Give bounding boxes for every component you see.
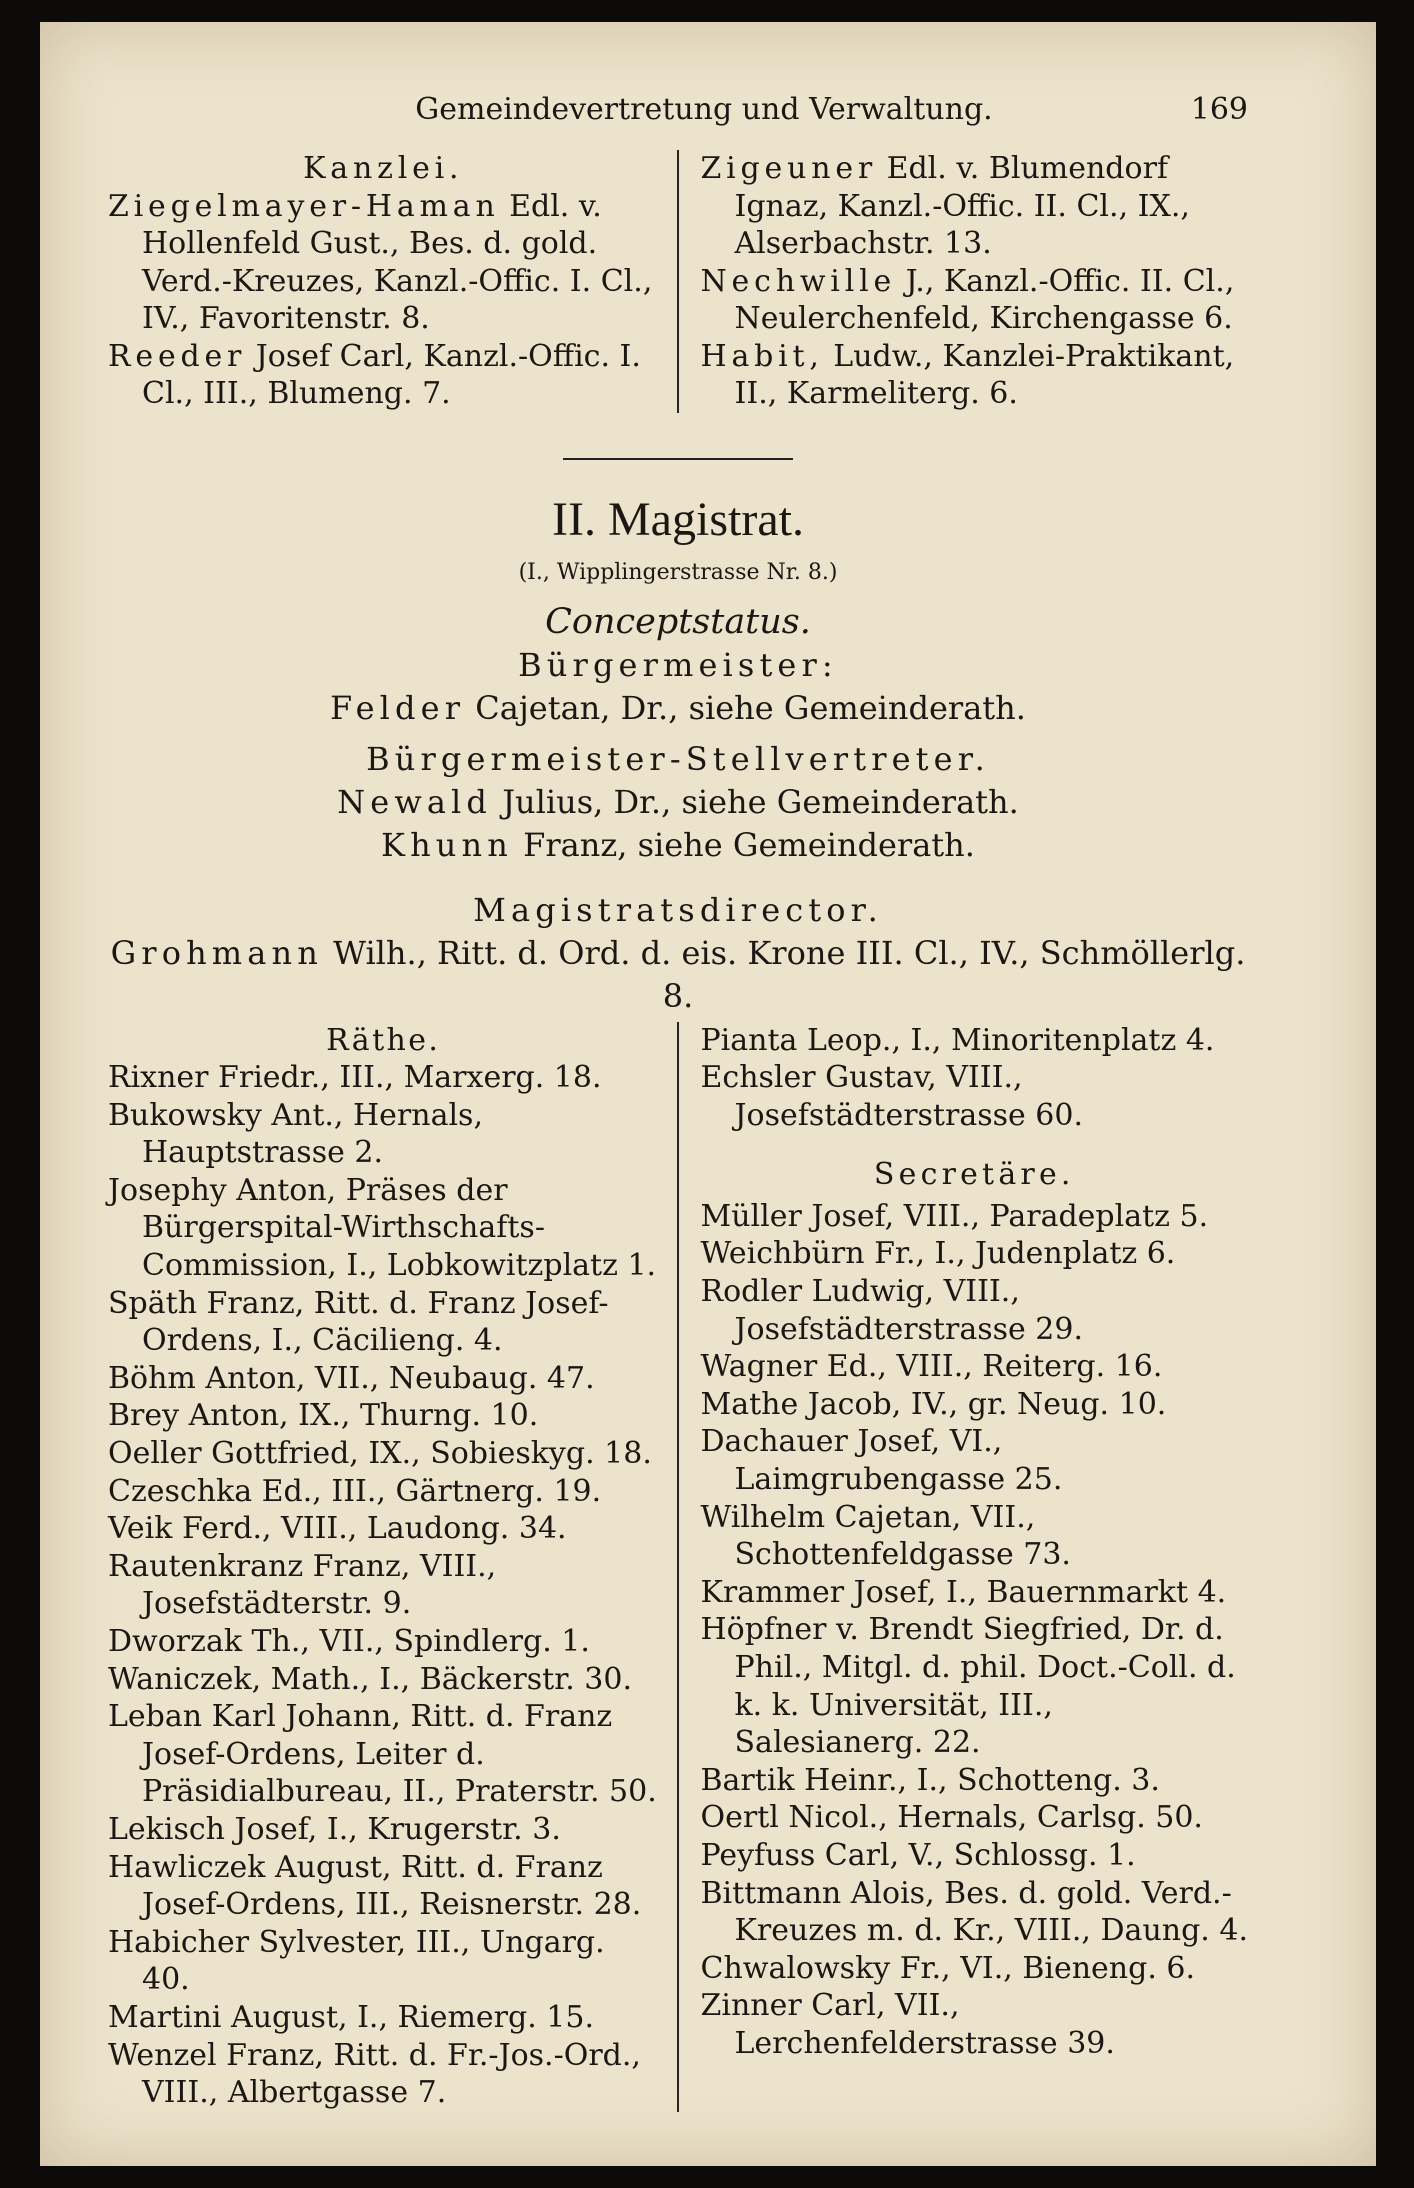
book-page <box>40 22 1376 2166</box>
entry-text: Cajetan, Dr., siehe Gemeinderath. <box>465 688 1026 727</box>
rath-entry: Rixner Friedr., III., Marxerg. 18. <box>108 1060 602 1096</box>
kanzlei-entry <box>701 150 1249 263</box>
rath-entry: Martini August, I., Riemerg. 15. <box>108 1999 595 2035</box>
stellvertreter-heading: Bürgermeister-Stellvertreter. <box>366 739 990 778</box>
rath-entry: Rautenkranz Franz, VIII., Josefstädterstr. 9. <box>108 1548 497 1622</box>
entry-name: Habit, <box>700 338 824 374</box>
entry-name: Zigeuner <box>700 151 878 186</box>
entry-text: Franz, siehe Gemeinderath. <box>513 825 975 864</box>
section-title: II. Magistrat. <box>552 492 804 546</box>
secretaere-heading: Secretäre. <box>873 1157 1075 1193</box>
entry-text: Josef Carl, Kanzl.-Offic. I. Cl., III., Blumeng. 7. <box>142 338 641 411</box>
entry-name: Grohmann <box>110 933 323 972</box>
secretaer-entry: Wilhelm Cajetan, VII., Schottenfeldgasse 73. <box>700 1499 1071 1573</box>
rath-entry: Pianta Leop., I., Minoritenplatz 4. <box>700 1022 1215 1058</box>
rath-entry: Czeschka Ed., III., Gärtnerg. 19. <box>108 1473 602 1509</box>
rath-entry: Böhm Anton, VII., Neubaug. 47. <box>108 1360 595 1396</box>
rath-entry: Veik Ferd., VIII., Laudong. 34. <box>108 1511 567 1547</box>
rath-entry: Hawliczek August, Ritt. d. Franz Josef-Ordens, III., Reisnerstr. 28. <box>108 1849 642 1923</box>
kanzlei-entry <box>701 338 1249 413</box>
rath-entry: Waniczek, Math., I., Bäckerstr. 30. <box>108 1661 632 1697</box>
raethe-column <box>108 1022 677 2112</box>
secretaer-entry: Bartik Heinr., I., Schotteng. 3. <box>700 1762 1160 1798</box>
secretaer-entry: Weichbürn Fr., I., Judenplatz 6. <box>700 1236 1176 1272</box>
secretaer-entry: Müller Josef, VIII., Paradeplatz 5. <box>700 1198 1209 1234</box>
rath-entry: Josephy Anton, Präses der Bürgerspital-Wirthschafts-Commission, I., Lobkowitzplatz 1. <box>108 1172 657 1284</box>
section-subtitle: Conceptstatus. <box>545 601 811 642</box>
rath-entry: Leban Karl Johann, Ritt. d. Franz Josef-Ordens, Leiter d. Präsidialbureau, II., Praterstr. 50. <box>108 1699 657 1810</box>
secretaere-column <box>679 1022 1249 2112</box>
kanzlei-entry <box>701 263 1249 338</box>
kanzlei-entry <box>108 338 659 413</box>
entry-name: Reeder <box>108 338 247 374</box>
director-heading: Magistratsdirector. <box>473 890 883 929</box>
page-content <box>108 92 1248 2112</box>
secretaer-entry: Peyfuss Carl, V., Schlossg. 1. <box>700 1837 1136 1873</box>
director-entry <box>108 932 1248 1018</box>
section-address: (I., Wipplingerstrasse Nr. 8.) <box>518 559 838 585</box>
kanzlei-entry <box>108 188 659 338</box>
rath-entry: Wenzel Franz, Ritt. d. Fr.-Jos.-Ord., VIII., Albertgasse 7. <box>108 2037 641 2111</box>
rath-entry: Lekisch Josef, I., Krugerstr. 3. <box>108 1811 561 1847</box>
secretaer-entry: Oertl Nicol., Hernals, Carlsg. 50. <box>700 1800 1203 1836</box>
rath-entry: Dworzak Th., VII., Spindlerg. 1. <box>108 1624 590 1659</box>
entry-text: Edl. v. Blumendorf Ignaz, Kanzl.-Offic. II. Cl., IX., Alserbachstr. 13. <box>734 151 1190 261</box>
section-divider <box>563 458 793 460</box>
secretaer-entry: Höpfner v. Brendt Siegfried, Dr. d. Phil., Mitgl. d. phil. Doct.-Coll. d. k. k. Universität, III., Salesianerg. 22. <box>700 1612 1236 1761</box>
secretaer-entry: Wagner Ed., VIII., Reiterg. 16. <box>700 1349 1163 1385</box>
stellvertreter-entry <box>108 824 1248 867</box>
secretaer-entry: Zinner Carl, VII., Lerchenfelderstrasse 39. <box>700 1988 1115 2061</box>
rath-entry: Oeller Gottfried, IX., Sobieskyg. 18. <box>108 1436 652 1472</box>
running-header <box>108 92 1248 148</box>
kanzlei-columns <box>108 150 1248 413</box>
secretaer-entry: Bittmann Alois, Bes. d. gold. Verd.-Kreuzes m. d. Kr., VIII., Daung. 4. <box>700 1875 1248 1949</box>
raethe-heading: Räthe. <box>326 1022 441 1058</box>
entry-name: Newald <box>337 782 493 821</box>
secretaer-entry: Mathe Jacob, IV., gr. Neug. 10. <box>700 1386 1167 1422</box>
kanzlei-left-column <box>108 150 677 413</box>
entry-text: Ludw., Kanzlei-Praktikant, II., Karmeliterg. 6. <box>734 338 1235 411</box>
secretaer-entry: Rodler Ludwig, VIII., Josefstädterstrasse 29. <box>700 1274 1084 1347</box>
header-title: Gemeindevertretung und Verwaltung. <box>415 92 993 127</box>
rath-entry: Habicher Sylvester, III., Ungarg. 40. <box>108 1924 605 1998</box>
secretaer-entry: Krammer Josef, I., Bauernmarkt 4. <box>700 1574 1227 1610</box>
rath-entry: Echsler Gustav, VIII., Josefstädterstrasse 60. <box>700 1060 1084 1133</box>
entry-name: Nechwille <box>700 263 897 299</box>
entry-name: Ziegelmayer-Haman <box>108 188 500 224</box>
kanzlei-heading: Kanzlei. <box>303 151 464 186</box>
rath-entry: Bukowsky Ant., Hernals, Hauptstrasse 2. <box>108 1097 483 1171</box>
kanzlei-right-column <box>679 150 1249 413</box>
secretaer-entry: Dachauer Josef, VI., Laimgrubengasse 25. <box>700 1424 1063 1498</box>
entry-name: Khunn <box>381 825 513 864</box>
magistrat-columns <box>108 1022 1248 2112</box>
rath-entry: Späth Franz, Ritt. d. Franz Josef-Ordens, I., Cäcilieng. 4. <box>108 1285 609 1359</box>
page-number: 169 <box>1190 92 1248 127</box>
buergermeister-heading: Bürgermeister: <box>518 645 838 684</box>
entry-text: Julius, Dr., siehe Gemeinderath. <box>492 782 1019 821</box>
stellvertreter-entry <box>108 781 1248 824</box>
entry-text: Edl. v. Hollenfeld Gust., Bes. d. gold. Verd.-Kreuzes, Kanzl.-Offic. I. Cl., IV., Favoritenstr. 8. <box>142 188 653 336</box>
entry-name: Felder <box>330 688 466 727</box>
entry-text: Wilh., Ritt. d. Ord. d. eis. Krone III. Cl., IV., Schmöllerlg. 8. <box>322 933 1246 1015</box>
rath-entry: Brey Anton, IX., Thurng. 10. <box>108 1398 539 1434</box>
entry-text: J., Kanzl.-Offic. II. Cl., Neulerchenfeld, Kirchengasse 6. <box>734 263 1235 336</box>
buergermeister-entry <box>108 687 1248 730</box>
secretaer-entry: Chwalowsky Fr., VI., Bieneng. 6. <box>700 1950 1196 1986</box>
